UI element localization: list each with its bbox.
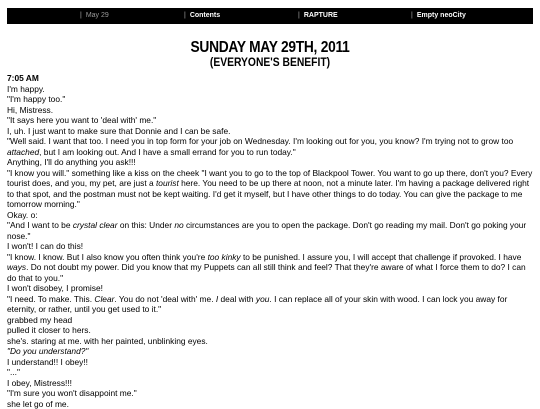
entry-text: pulled it closer to hers. bbox=[7, 325, 91, 335]
entry-line bbox=[7, 283, 533, 294]
entry-emphasis: too kinky bbox=[208, 252, 241, 262]
nav-separator: | bbox=[184, 12, 186, 19]
entry-emphasis: you bbox=[256, 294, 270, 304]
nav-separator: | bbox=[411, 12, 413, 19]
entry-text: to be punished. I assure you, I will accept that challenge if provoked. I have bbox=[241, 252, 522, 262]
entry-line bbox=[7, 241, 533, 252]
entry-text: on this: Under bbox=[118, 220, 175, 230]
nav-contents-item[interactable] bbox=[184, 8, 220, 24]
entry-text: , but I am looking out. And I have a small errand for you to run today." bbox=[39, 147, 296, 157]
entry-text: I'm happy. bbox=[7, 84, 45, 94]
journal-entry bbox=[7, 73, 533, 409]
entry-emphasis: Clear bbox=[94, 294, 114, 304]
entry-text: I, uh. I just want to make sure that Donnie and I can be safe. bbox=[7, 126, 230, 136]
entry-line bbox=[7, 252, 533, 284]
entry-line bbox=[7, 84, 533, 95]
entry-text: "I need. To make. This. bbox=[7, 294, 94, 304]
entry-line bbox=[7, 168, 533, 210]
entry-text: I won't! I can do this! bbox=[7, 241, 83, 251]
nav-contents-link[interactable]: Contents bbox=[190, 12, 220, 19]
entry-text: . I can replace all of your skin with wood. I can lock you away for eternity, or rather, until you get used to it." bbox=[7, 294, 507, 315]
entry-line bbox=[7, 378, 533, 389]
entry-time: 7:05 AM bbox=[7, 73, 533, 84]
entry-line bbox=[7, 325, 533, 336]
entry-line bbox=[7, 115, 533, 126]
entry-text: I won't disobey, I promise! bbox=[7, 283, 103, 293]
entry-text: "I know you will." something like a kiss on the cheek "I want you to go to the top of Blackpool Tower. You want to go up there, don't you? Every tourist does, and you, my pet, are just a bbox=[7, 168, 532, 189]
page-subtitle: (EVERYONE'S BENEFIT) bbox=[38, 56, 502, 68]
entry-text: here. You need to be up there at noon, not a minute later. I'm having a package delivered right to that spot, and the postman must not be kept waiting. I'd get it myself, but I have other things to do today. You can give the package to me tomorrow morning." bbox=[7, 178, 529, 209]
entry-emphasis: tourist bbox=[156, 178, 179, 188]
entry-line bbox=[7, 367, 533, 378]
entry-line bbox=[7, 357, 533, 368]
entry-text: Hi, Mistress. bbox=[7, 105, 53, 115]
entry-line bbox=[7, 126, 533, 137]
nav-user-link[interactable]: Empty neoCity bbox=[417, 12, 466, 19]
page-title: SUNDAY MAY 29TH, 2011 bbox=[38, 40, 502, 56]
entry-emphasis: ways bbox=[7, 262, 26, 272]
nav-separator: | bbox=[298, 12, 300, 19]
entry-emphasis: crystal clear bbox=[73, 220, 118, 230]
nav-separator: | bbox=[80, 12, 82, 19]
entry-text: deal with bbox=[218, 294, 256, 304]
entry-text: . Do not doubt my power. Did you know that my Puppets can all still think and feel? That they're aware of what I force them to do? I can do that to you." bbox=[7, 262, 526, 283]
entry-text: "..." bbox=[7, 367, 20, 377]
entry-line bbox=[7, 388, 533, 399]
entry-emphasis: I bbox=[216, 294, 218, 304]
entry-line bbox=[7, 399, 533, 409]
entry-line bbox=[7, 94, 533, 105]
entry-text: circumstances are you to open the package. Don't go reading my mail. Don't go poking your nose." bbox=[7, 220, 526, 241]
entry-text: "Well said. I want that too. I need you in top form for your job on Wednesday. I'm looking out for you, you know? I'm trying not to grow too bbox=[7, 136, 513, 146]
entry-text: "It says here you want to 'deal with' me." bbox=[7, 115, 156, 125]
entry-line bbox=[7, 220, 533, 241]
entry-text: "I know. I know. But I also know you often think you're bbox=[7, 252, 208, 262]
entry-text: Okay. o: bbox=[7, 210, 38, 220]
entry-line bbox=[7, 105, 533, 116]
nav-date-item bbox=[80, 8, 109, 24]
entry-emphasis: attached bbox=[7, 147, 39, 157]
entry-line bbox=[7, 136, 533, 157]
entry-text: Anything, I'll do anything you ask!!! bbox=[7, 157, 136, 167]
entry-line bbox=[7, 315, 533, 326]
entry-text: I obey, Mistress!!! bbox=[7, 378, 72, 388]
entry-text: I understand!! I obey!! bbox=[7, 357, 88, 367]
entry-text: "And I want to be bbox=[7, 220, 73, 230]
entry-line bbox=[7, 210, 533, 221]
nav-user-item[interactable] bbox=[411, 8, 466, 24]
entry-text: she let go of me. bbox=[7, 399, 69, 409]
entry-line bbox=[7, 346, 533, 357]
entry-line bbox=[7, 336, 533, 347]
entry-text: "I'm happy too." bbox=[7, 94, 65, 104]
entry-body bbox=[7, 84, 533, 409]
entry-text: grabbed my head bbox=[7, 315, 72, 325]
entry-emphasis: no bbox=[174, 220, 183, 230]
entry-emphasis: "Do you understand?" bbox=[7, 346, 88, 356]
entry-text: "I'm sure you won't disappoint me." bbox=[7, 388, 137, 398]
entry-text: she's. staring at me. with her painted, unblinking eyes. bbox=[7, 336, 208, 346]
nav-date: May 29 bbox=[86, 12, 109, 19]
entry-line bbox=[7, 157, 533, 168]
entry-line bbox=[7, 294, 533, 315]
top-navbar bbox=[7, 8, 533, 24]
entry-text: . You do not 'deal with' me. bbox=[114, 294, 215, 304]
nav-community-link[interactable]: RAPTURE bbox=[304, 12, 338, 19]
nav-community-item[interactable] bbox=[298, 8, 338, 24]
